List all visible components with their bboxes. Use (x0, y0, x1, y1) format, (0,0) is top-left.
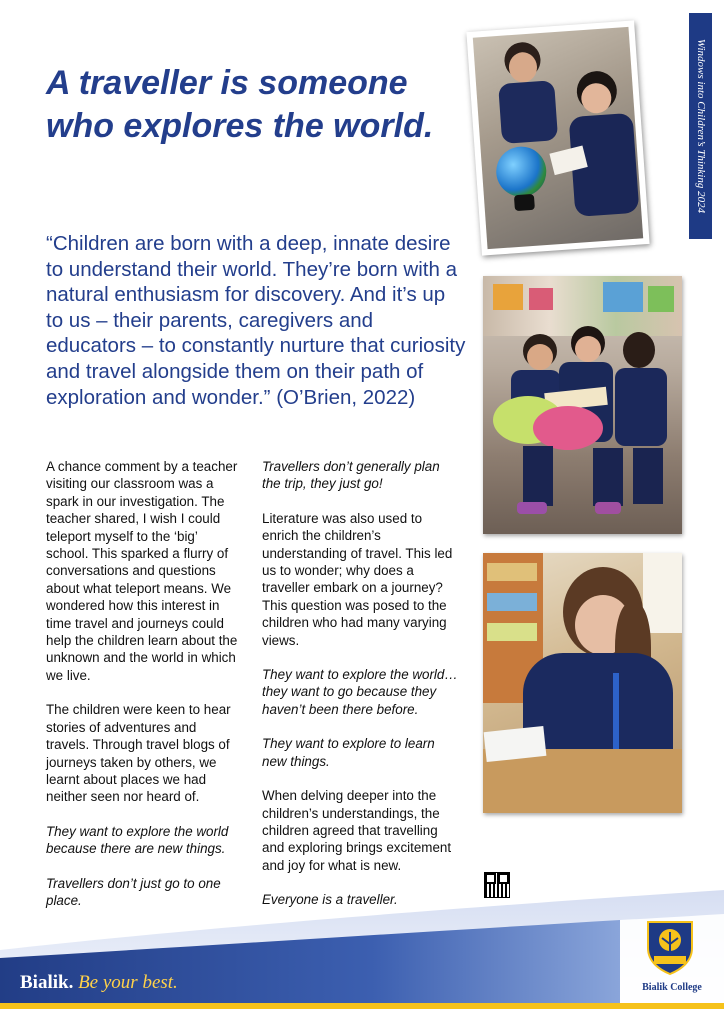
child-quote: They want to explore to learn new things. (262, 736, 435, 769)
side-tab (689, 13, 712, 239)
paragraph: A chance comment by a teacher visiting our classroom was a spark in our investigation. The teacher shared, I wish I could teleport myself to the ‘big’ school. This sparked a flurry of conversations and questions about what teleport means. We wondered how this interest in time travel and journeys could help the children learn about the unknown and the world in which we live. (46, 459, 238, 683)
photo-girl-writing (483, 553, 682, 813)
child-quote: They want to explore the world because there are new things. (46, 823, 229, 857)
child-quote: Travellers don’t generally plan the trip, they just go! (262, 459, 440, 492)
page-heading: A traveller is someone who explores the world. (46, 64, 434, 145)
side-tab-label: Windows into Children’s Thinking 2024 (694, 38, 707, 214)
college-crest-icon (644, 918, 696, 976)
brand-tagline: Be your best. (78, 972, 178, 993)
pull-quote: “Children are born with a deep, innate desire to understand their world. They’re born with a natural enthusiasm for discovery. And it’s up to us – their parents, caregivers and educators – to constantly nurture that curiosity and travel alongside them on their path of exploration and wonder.” (O’Brien, 2022) (46, 232, 466, 409)
paragraph: The children were keen to hear stories of adventures and travels. Through travel blogs of journeys taken by others, we learnt about places we had neither seen nor heard of. (46, 702, 231, 805)
body-column-right (262, 458, 458, 926)
photo-children-reading (483, 276, 682, 534)
closing-statement: Everyone is a traveller. (262, 892, 398, 908)
child-quote: They want to explore the world… they want to go because they haven’t been there before. (262, 667, 458, 717)
brand-name: Bialik. (20, 972, 74, 993)
paragraph: When delving deeper into the children’s understandings, the children agreed that travelling and exploring brings excitement and joy for what is new. (262, 788, 452, 873)
photo-children-globe (466, 20, 649, 255)
child-quote: Travellers don’t just go to one place. (46, 875, 221, 908)
college-name: Bialik College (642, 982, 702, 993)
brand-logo (20, 972, 178, 994)
paragraph: Literature was also used to enrich the children’s understanding of travel. This led us to wonder; why does a traveller embark on a journey? This question was posed to the children who had many varying views. (262, 510, 453, 648)
body-column-left (46, 458, 242, 926)
footer-accent-bar (0, 1003, 724, 1009)
